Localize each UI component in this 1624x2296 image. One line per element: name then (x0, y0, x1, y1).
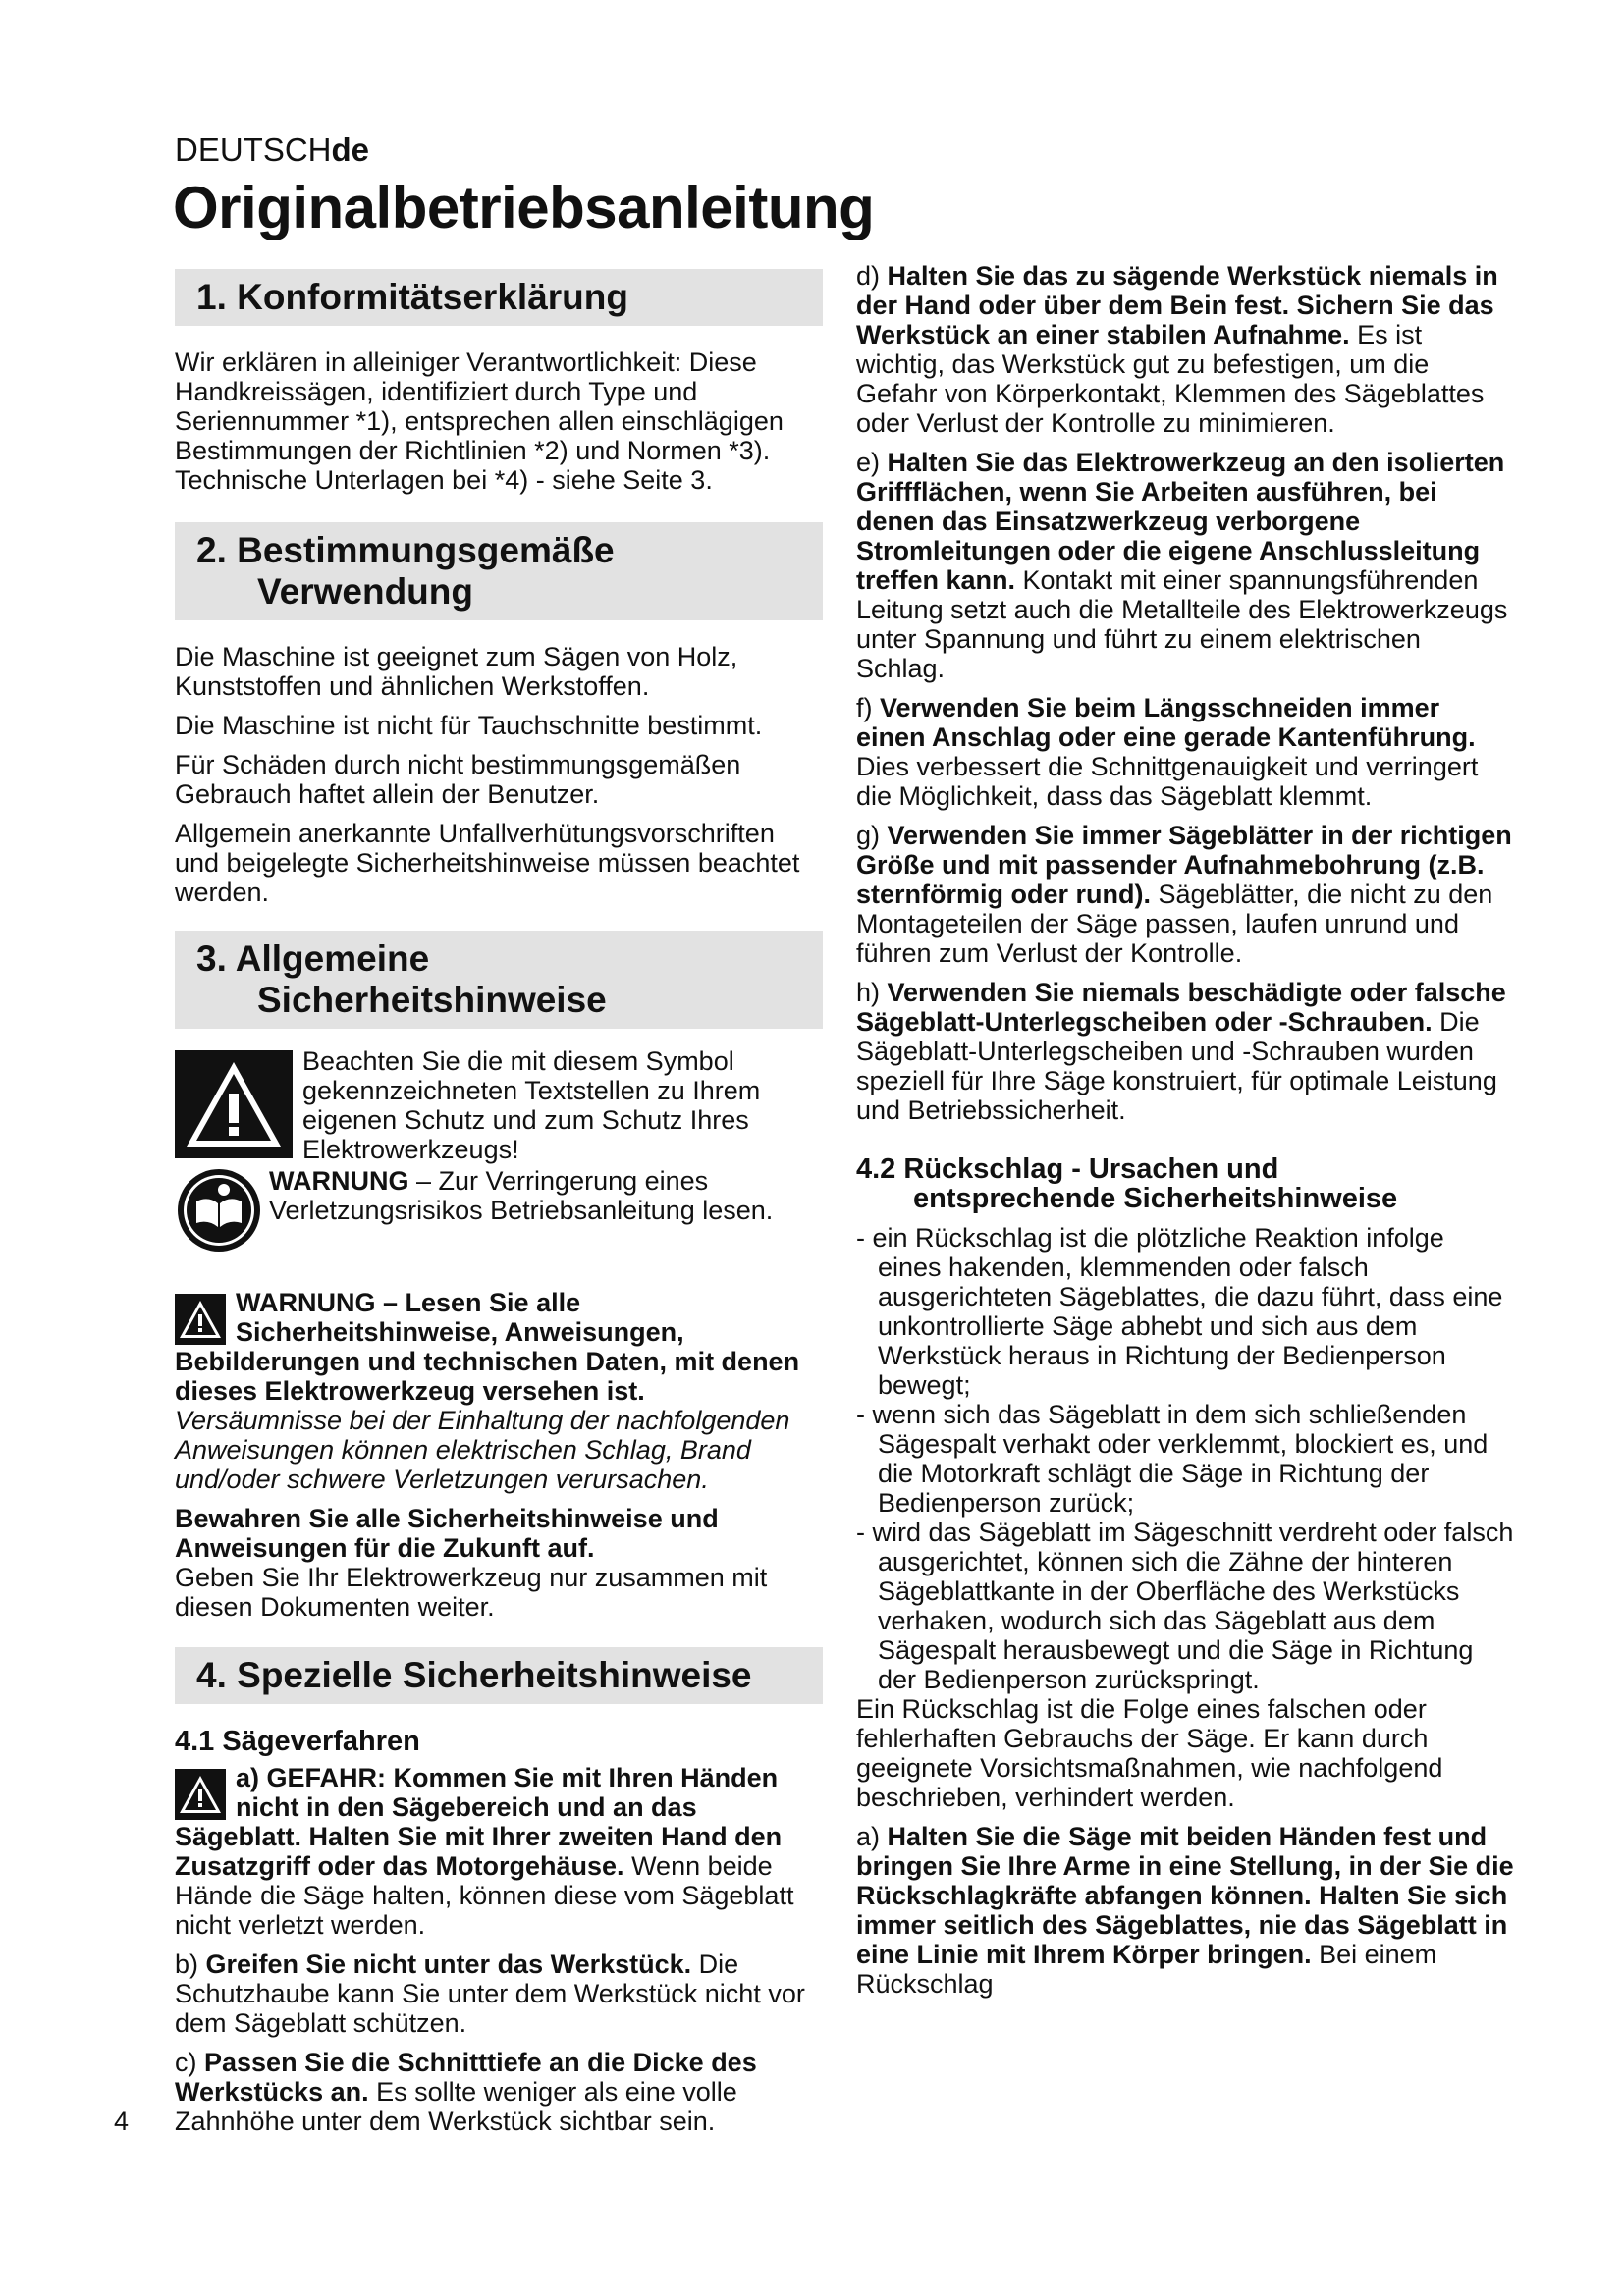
usage-text-1: Die Maschine ist geeignet zum Sägen von Holz, Kunststoffen und ähnlichen Werkstoffen. (175, 642, 738, 701)
rule-e: e) Halten Sie das Elektrowerkzeug an den isolierten Griffflächen, wenn Sie Arbeiten ausführen, bei denen das Einsatzwerkzeug verborgene Stromleitungen oder die eigene Anschlussleitung treffen kann. Kontakt mit einer spannungsführenden Leitung setzt auch die Metallteile des Elektrowerkzeugs unter Spannung und führt zu einem elektrischen Schlag. (856, 448, 1508, 683)
list-item: - wird das Sägeblatt im Sägeschnitt verdreht oder falsch ausgerichtet, können sich die Zähne der hinteren Sägeblattkante in der Oberfläche des Werkstücks verhaken, wodurch sich das Sägeblatt aus dem Sägespalt herausbewegt und die Säge in Richtung der Bedienperson zurückspringt. (856, 1518, 1514, 1694)
subsection-4-1-heading: 4.1 Sägeverfahren (175, 1726, 420, 1757)
read-all-bold: WARNUNG – Lesen Sie alle Sicherheitshinweise, Anweisungen, Bebilderungen und technischen Daten, mit denen dieses Elektrowerkzeug versehen ist. (175, 1288, 800, 1406)
section-3-heading: 3. Allgemeine Sicherheitshinweise (175, 931, 823, 1029)
right-column (856, 261, 1514, 1999)
left-column (175, 269, 823, 2136)
symbol-note-row (175, 1046, 823, 1164)
rule-f: f) Verwenden Sie beim Längsschneiden immer einen Anschlag oder eine gerade Kantenführung. Dies verbessert die Schnittgenauigkeit und verringert die Möglichkeit, dass das Sägeblatt klemmt. (856, 693, 1479, 811)
section-2-heading: 2. Bestimmungsgemäße Verwendung (175, 522, 823, 620)
read-all-italic: Versäumnisse bei der Einhaltung der nachfolgenden Anweisungen können elektrischen Schlag, Brand und/oder schwere Verletzungen verursachen. (175, 1406, 790, 1494)
manual-warning-row (175, 1166, 823, 1255)
warning-triangle-icon-small (175, 1294, 226, 1345)
language-label: DEUTSCHde (175, 132, 370, 168)
danger-triangle-icon (175, 1769, 226, 1820)
symbol-note-text: Beachten Sie die mit diesem Symbol gekennzeichneten Textstellen zu Ihrem eigenen Schutz und zum Schutz Ihres Elektrowerkzeugs! (302, 1046, 761, 1164)
rule-d: d) Halten Sie das zu sägende Werkstück niemals in der Hand oder über dem Bein fest. Sichern Sie das Werkstück an einer stabilen Aufnahme. Es ist wichtig, das Werkstück gut zu befestigen, um die Gefahr von Körperkontakt, Klemmen des Sägeblattes oder Verlust der Kontrolle zu minimieren. (856, 261, 1498, 438)
section-4-heading: 4. Spezielle Sicherheitshinweise (175, 1647, 823, 1704)
warning-triangle-icon (175, 1050, 293, 1158)
usage-text-3: Für Schäden durch nicht bestimmungsgemäßen Gebrauch haftet allein der Benutzer. (175, 750, 741, 809)
page-title: Originalbetriebsanleitung (173, 175, 875, 240)
conformity-text: Wir erklären in alleiniger Verantwortlichkeit: Diese Handkreissägen, identifiziert durch Type und Seriennummer *1), entsprechen allen einschlägigen Bestimmungen der Richtlinien *2) und Normen *3). Technische Unterlagen bei *4) - siehe Seite 3. (175, 347, 784, 495)
kickback-summary: Ein Rückschlag ist die Folge eines falschen oder fehlerhaften Gebrauchs der Säge. Er kann durch geeignete Vorsichtsmaßnahmen, wie nachfolgend beschrieben, verhindert werden. (856, 1694, 1443, 1812)
rule-a: a) GEFAHR: Kommen Sie mit Ihren Händen nicht in den Sägebereich und an das Sägeblatt. Halten Sie mit Ihrer zweiten Hand den Zusatzgriff oder das Motorgehäuse. Wenn beide Hände die Säge halten, können diese vom Sägeblatt nicht verletzt werden. (175, 1763, 794, 1940)
list-item: - wenn sich das Sägeblatt in dem sich schließenden Sägespalt verhakt oder verklemmt, blockiert es, und die Motorkraft schlägt die Säge in Richtung der Bedienperson zurück; (856, 1400, 1514, 1518)
rule-g: g) Verwenden Sie immer Sägeblätter in der richtigen Größe und mit passender Aufnahmebohrung (z.B. sternförmig oder rund). Sägeblätter, die nicht zu den Montageteilen der Säge passen, laufen unrund und führen zum Verlust der Kontrolle. (856, 821, 1512, 968)
subsection-4-2-heading: 4.2 Rückschlag - Ursachen und entsprechende Sicherheitshinweise (856, 1153, 1398, 1214)
rule-h: h) Verwenden Sie niemals beschädigte oder falsche Sägeblatt-Unterlegscheiben oder -Schrauben. Die Sägeblatt-Unterlegscheiben und -Schrauben wurden speziell für Ihre Säge konstruiert, für optimale Leistung und Betriebssicherheit. (856, 978, 1506, 1125)
rule-c: c) Passen Sie die Schnitttiefe an die Dicke des Werkstücks an. Es sollte weniger als eine volle Zahnhöhe unter dem Werkstück sichtbar sein. (175, 2048, 757, 2136)
read-all-warning (175, 1288, 823, 1494)
rule-b: b) Greifen Sie nicht unter das Werkstück. Die Schutzhaube kann Sie unter dem Werkstück nicht vor dem Sägeblatt schützen. (175, 1949, 805, 2038)
usage-text-2: Die Maschine ist nicht für Tauchschnitte bestimmt. (175, 711, 763, 740)
kickback-rule-a: a) Halten Sie die Säge mit beiden Händen fest und bringen Sie Ihre Arme in eine Stellung, in der Sie die Rückschlagkräfte abfangen können. Halten Sie sich immer seitlich des Sägeblattes, nie das Sägeblatt in eine Linie mit Ihrem Körper bringen. Bei einem Rückschlag (856, 1822, 1514, 1999)
keep-instructions-bold: Bewahren Sie alle Sicherheitshinweise und Anweisungen für die Zukunft auf. (175, 1504, 719, 1563)
keep-instructions-text: Geben Sie Ihr Elektrowerkzeug nur zusammen mit diesen Dokumenten weiter. (175, 1563, 768, 1622)
page-number: 4 (114, 2107, 130, 2136)
list-item: - ein Rückschlag ist die plötzliche Reaktion infolge eines hakenden, klemmenden oder falsch ausgerichteten Sägeblattes, die dazu führt, dass eine unkontrollierte Säge abhebt und sich aus dem Werkstück heraus in Richtung der Bedienperson bewegt; (856, 1223, 1514, 1400)
manual-warning-text: WARNUNG – Zur Verringerung eines Verletzungsrisikos Betriebsanleitung lesen. (269, 1166, 774, 1225)
section-1-heading: 1. Konformitätserklärung (175, 269, 823, 326)
kickback-list (856, 1223, 1514, 1694)
usage-text-4: Allgemein anerkannte Unfallverhütungsvorschriften und beigelegte Sicherheitshinweise müssen beachtet werden. (175, 819, 800, 907)
read-manual-icon (175, 1166, 263, 1255)
